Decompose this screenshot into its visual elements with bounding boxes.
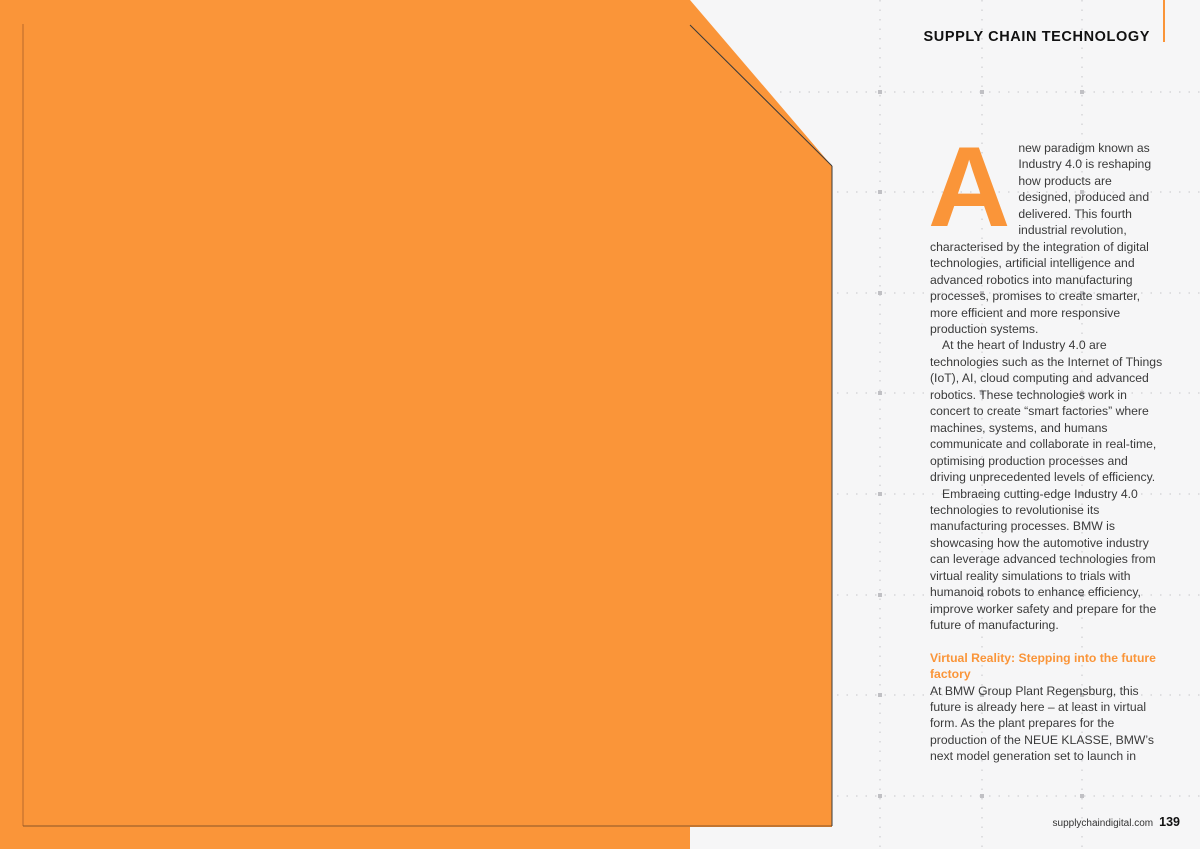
paragraph-bmw: Embracing cutting-edge Industry 4.0 technologies to revolutionise its manufacturing processes. BMW is showcasing how the automotive industry can leverage advanced technologies from virtual reality simulations to trials with humanoid robots to enhance efficiency, improve worker safety and prepare for the future of manufacturing. [930, 486, 1157, 633]
page-footer [1053, 815, 1180, 829]
paragraph-regensburg: At BMW Group Plant Regensburg, this future is already here – at least in virtual form. As the plant prepares for the production of the NEUE KLASSE, BMW’s next model generation set to launch in [930, 683, 1154, 764]
article-body [928, 124, 1166, 765]
page-number: 139 [1159, 815, 1180, 829]
paragraph-industry-tech: At the heart of Industry 4.0 are technologies such as the Internet of Things (IoT), AI, cloud computing and advanced robotics. These technologies work in concert to create “smart factories” where machines, systems, and humans communicate and collaborate in real-time, optimising production processes and driving unprecedented levels of efficiency. [930, 338, 1163, 485]
footer-website: supplychaindigital.com [1052, 818, 1154, 829]
subheading: Virtual Reality: Stepping into the future factory [930, 650, 1156, 682]
accent-divider [1163, 0, 1165, 42]
drop-cap: A [928, 124, 1011, 251]
paragraph-intro: new paradigm known as Industry 4.0 is reshaping how products are designed, produced and delivered. This fourth industrial revolution, characterised by the integration of digital technologies, artificial intelligence and advanced robotics into manufacturing processes, promises to create smarter, more efficient and more responsive production systems. [930, 141, 1152, 336]
section-title: SUPPLY CHAIN TECHNOLOGY [923, 29, 1150, 45]
